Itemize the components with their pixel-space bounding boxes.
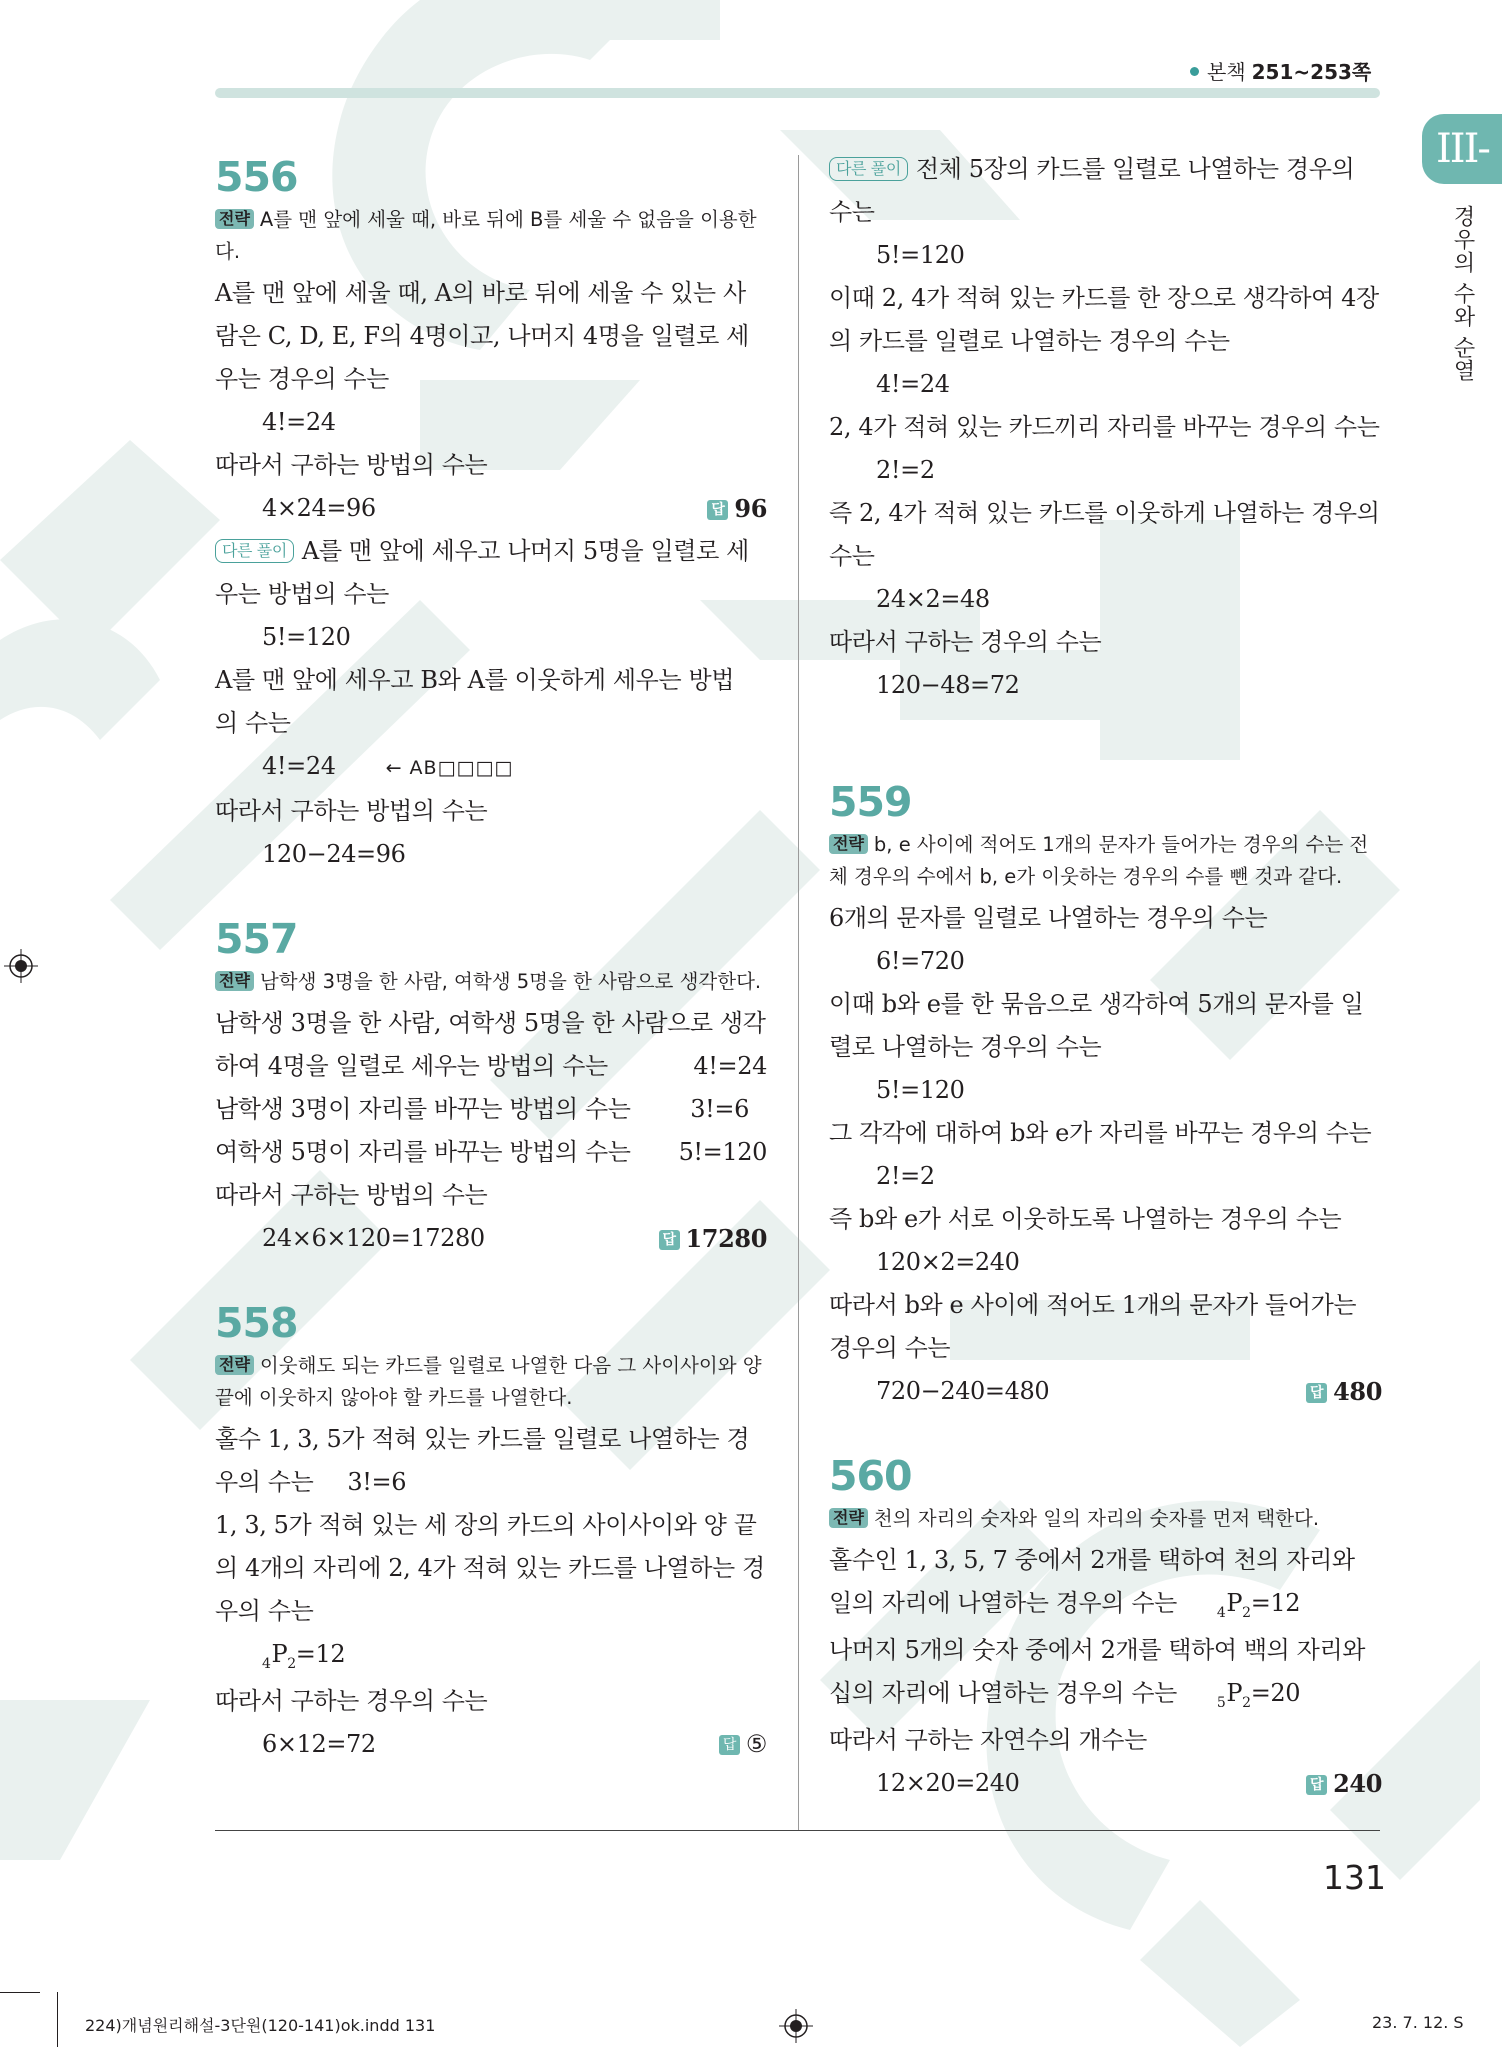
solution-line: 2, 4가 적혀 있는 카드끼리 자리를 바꾸는 경우의 수는 xyxy=(829,413,1380,441)
equation-line: 6!=720 xyxy=(876,947,965,975)
strategy-text: 이웃해도 되는 카드를 일렬로 나열한 다음 그 사이사이와 양 끝에 이웃하지 않아야 할 카드를 나열한다. xyxy=(215,1354,762,1409)
solution-line: 즉 b와 e가 서로 이웃하도록 나열하는 경우의 수는 xyxy=(829,1205,1342,1233)
problem-number: 559 xyxy=(829,778,912,826)
strategy-tag: 전략 xyxy=(215,209,254,229)
solution-line: 6개의 문자를 일렬로 나열하는 경우의 수는 xyxy=(829,904,1268,932)
perm-n: 4 xyxy=(1216,1605,1226,1621)
equation-text: 3!=6 xyxy=(690,1095,749,1123)
solution-line: 의 카드를 일렬로 나열하는 경우의 수는 xyxy=(829,327,1230,355)
header-bar xyxy=(215,88,1380,98)
equation-line: 6×12=72 xyxy=(262,1730,376,1758)
solution-line: 우는 방법의 수는 xyxy=(215,580,389,608)
equation-line: 2!=2 xyxy=(876,1162,935,1190)
perm-expression xyxy=(1216,1679,1301,1711)
problem-556 xyxy=(215,152,767,876)
solution-line: 그 각각에 대하여 b와 e가 자리를 바꾸는 경우의 수는 xyxy=(829,1119,1372,1147)
equation-line: 4!=24 xyxy=(262,408,336,436)
solution-line: 우의 수는 xyxy=(215,1597,314,1625)
equation-line: 5!=120 xyxy=(876,241,965,269)
strategy-note xyxy=(829,829,1382,893)
solution-line: 경우의 수는 xyxy=(829,1334,951,1362)
solution-line: 따라서 구하는 경우의 수는 xyxy=(215,1687,488,1715)
equation-text: 3!=6 xyxy=(347,1468,407,1496)
strategy-text: b, e 사이에 적어도 1개의 문자가 들어가는 경우의 수는 전체 경우의 수에서 b, e가 이웃하는 경우의 수를 뺀 것과 같다. xyxy=(829,833,1369,888)
chapter-tab xyxy=(1422,114,1502,184)
solution-line: 따라서 구하는 방법의 수는 xyxy=(215,1181,488,1209)
strategy-note xyxy=(215,1350,767,1414)
page-number: 131 xyxy=(1323,1858,1386,1897)
equation-line: 4×24=96 xyxy=(262,494,376,522)
solution-line: A를 맨 앞에 세울 때, A의 바로 뒤에 세울 수 있는 사 xyxy=(215,279,746,307)
chapter-numeral: III- xyxy=(1436,126,1489,172)
strategy-text: 남학생 3명을 한 사람, 여학생 5명을 한 사람으로 생각한다. xyxy=(259,970,762,993)
solution-line: 수는 xyxy=(829,198,875,226)
right-column xyxy=(829,148,1382,1805)
equation-line: 24×2=48 xyxy=(876,585,990,613)
perm-result: =20 xyxy=(1250,1679,1301,1707)
answer xyxy=(1306,1370,1382,1413)
perm-r: 2 xyxy=(1242,1605,1251,1621)
reference-label: 본책 xyxy=(1207,60,1246,84)
registration-mark-icon xyxy=(779,2009,813,2043)
problem-557 xyxy=(215,914,767,1260)
alt-solution-tag: 다른 풀이 xyxy=(829,157,908,181)
equation-text: 5!=120 xyxy=(678,1138,767,1166)
equation-line xyxy=(215,1633,767,1680)
perm-symbol: P xyxy=(1226,1589,1243,1617)
registration-mark-icon xyxy=(4,949,38,983)
perm-r: 2 xyxy=(1242,1695,1251,1711)
answer-value: 480 xyxy=(1333,1377,1382,1406)
solution-line: 우는 경우의 수는 xyxy=(215,365,389,393)
equation-line: 120×2=240 xyxy=(876,1248,1020,1276)
line-text: 우의 수는 xyxy=(215,1468,314,1496)
equation-line: 12×20=240 xyxy=(876,1769,1020,1797)
print-date: 23. 7. 12. S xyxy=(1372,2013,1464,2032)
crop-mark xyxy=(0,1992,40,1993)
answer-tag: 답 xyxy=(1306,1383,1327,1403)
problem-number: 558 xyxy=(215,1299,298,1347)
equation-line: 24×6×120=17280 xyxy=(262,1224,485,1252)
solution-line: A를 맨 앞에 세우고 B와 A를 이웃하게 세우는 방법 xyxy=(215,666,735,694)
problem-559 xyxy=(829,777,1382,1413)
perm-symbol: P xyxy=(271,1640,288,1668)
equation-line xyxy=(215,745,767,790)
solution-line: 나머지 5개의 숫자 중에서 2개를 택하여 백의 자리와 xyxy=(829,1636,1366,1664)
equation-with-answer xyxy=(215,1723,767,1766)
solution-line: 렬로 나열하는 경우의 수는 xyxy=(829,1033,1102,1061)
problem-number: 556 xyxy=(215,153,298,201)
reference-pages xyxy=(1190,56,1371,85)
equation-line: 5!=120 xyxy=(876,1076,965,1104)
solution-line: 홀수 1, 3, 5가 적혀 있는 카드를 일렬로 나열하는 경 xyxy=(215,1425,750,1453)
solution-line: 람은 C, D, E, F의 4명이고, 나머지 4명을 일렬로 세 xyxy=(215,322,749,350)
solution-line: 홀수인 1, 3, 5, 7 중에서 2개를 택하여 천의 자리와 xyxy=(829,1546,1355,1574)
solution-line: 즉 2, 4가 적혀 있는 카드를 이웃하게 나열하는 경우의 xyxy=(829,499,1380,527)
solution-line: 1, 3, 5가 적혀 있는 세 장의 카드의 사이사이와 양 끝 xyxy=(215,1511,757,1539)
solution-line: 따라서 구하는 경우의 수는 xyxy=(829,628,1102,656)
equation-line: 5!=120 xyxy=(262,623,351,651)
strategy-tag: 전략 xyxy=(829,1508,868,1528)
answer xyxy=(707,487,767,530)
perm-result: =12 xyxy=(295,1640,346,1668)
perm-symbol: P xyxy=(1226,1679,1243,1707)
answer-value: 17280 xyxy=(685,1224,767,1253)
strategy-note xyxy=(829,1503,1382,1535)
problem-number: 557 xyxy=(215,915,298,963)
alt-solution-line xyxy=(829,148,1382,191)
perm-result: =12 xyxy=(1250,1589,1301,1617)
bullet-dot-icon xyxy=(1190,67,1199,76)
answer-tag: 답 xyxy=(1306,1775,1327,1795)
problem-number: 560 xyxy=(829,1452,912,1500)
equation-line: 2!=2 xyxy=(876,456,935,484)
equation-with-answer xyxy=(829,1370,1382,1413)
line-text: 십의 자리에 나열하는 경우의 수는 xyxy=(829,1679,1177,1707)
strategy-tag: 전략 xyxy=(215,1355,254,1375)
equation-text: 4!=24 xyxy=(693,1052,767,1080)
arrangement-note: ← AB□□□□ xyxy=(385,757,514,779)
strategy-tag: 전략 xyxy=(215,971,254,991)
perm-r: 2 xyxy=(287,1656,296,1672)
line-text: 하여 4명을 일렬로 세우는 방법의 수는 xyxy=(215,1052,608,1080)
problem-558-alt xyxy=(829,148,1382,707)
solution-line: 수는 xyxy=(829,542,875,570)
solution-line xyxy=(215,1088,767,1131)
solution-line: 따라서 b와 e 사이에 적어도 1개의 문자가 들어가는 xyxy=(829,1291,1357,1319)
solution-line: 따라서 구하는 자연수의 개수는 xyxy=(829,1726,1147,1754)
alt-text: 전체 5장의 카드를 일렬로 나열하는 경우의 xyxy=(915,155,1355,183)
solution-line: 따라서 구하는 방법의 수는 xyxy=(215,797,488,825)
answer xyxy=(1306,1762,1382,1805)
reference-page-range: 251~253쪽 xyxy=(1251,60,1372,84)
problem-558 xyxy=(215,1298,767,1766)
solution-line: 따라서 구하는 방법의 수는 xyxy=(215,451,488,479)
answer-value: ⑤ xyxy=(745,1730,767,1758)
crop-mark xyxy=(57,1992,58,2047)
strategy-text: A를 맨 앞에 세울 때, 바로 뒤에 B를 세울 수 없음을 이용한다. xyxy=(215,208,757,263)
footer-rule xyxy=(215,1830,1380,1831)
solution-line: 의 4개의 자리에 2, 4가 적혀 있는 카드를 나열하는 경 xyxy=(215,1554,765,1582)
solution-line: 이때 2, 4가 적혀 있는 카드를 한 장으로 생각하여 4장 xyxy=(829,284,1379,312)
perm-expression xyxy=(1216,1589,1301,1621)
equation-line: 4!=24 xyxy=(876,370,950,398)
strategy-note xyxy=(215,966,767,998)
line-text: 여학생 5명이 자리를 바꾸는 방법의 수는 xyxy=(215,1138,631,1166)
alt-solution-line xyxy=(215,530,767,573)
equation-with-answer xyxy=(215,487,767,530)
answer-value: 96 xyxy=(734,494,767,523)
answer xyxy=(719,1723,767,1766)
equation-line: 120−48=72 xyxy=(876,671,1020,699)
strategy-note xyxy=(215,204,767,268)
print-slug: 224)개념원리해설-3단원(120-141)ok.indd 131 xyxy=(85,2016,436,2035)
solution-line: 이때 b와 e를 한 묶음으로 생각하여 5개의 문자를 일 xyxy=(829,990,1364,1018)
strategy-text: 천의 자리의 숫자와 일의 자리의 숫자를 먼저 택한다. xyxy=(873,1507,1320,1530)
answer-tag: 답 xyxy=(719,1735,740,1755)
equation-line: 720−240=480 xyxy=(876,1377,1050,1405)
solution-line: 의 수는 xyxy=(215,709,291,737)
answer-value: 240 xyxy=(1333,1769,1382,1798)
equation-with-answer xyxy=(829,1762,1382,1805)
answer-tag: 답 xyxy=(659,1230,680,1250)
perm-n: 5 xyxy=(1216,1695,1226,1711)
answer xyxy=(659,1217,768,1260)
equation-line: 120−24=96 xyxy=(262,840,406,868)
solution-line xyxy=(215,1045,767,1088)
alt-solution-tag: 다른 풀이 xyxy=(215,539,294,563)
line-text: 남학생 3명이 자리를 바꾸는 방법의 수는 xyxy=(215,1095,631,1123)
column-divider xyxy=(798,155,799,1830)
equation-with-answer xyxy=(215,1217,767,1260)
answer-tag: 답 xyxy=(707,500,728,520)
solution-line xyxy=(215,1131,767,1174)
line-text: 일의 자리에 나열하는 경우의 수는 xyxy=(829,1589,1177,1617)
perm-n: 4 xyxy=(262,1656,271,1672)
solution-line xyxy=(829,1672,1382,1719)
alt-text: A를 맨 앞에 세우고 나머지 5명을 일렬로 세 xyxy=(301,537,749,565)
strategy-tag: 전략 xyxy=(829,834,868,854)
solution-line xyxy=(829,1582,1382,1629)
left-column xyxy=(215,152,767,1766)
solution-line: 남학생 3명을 한 사람, 여학생 5명을 한 사람으로 생각 xyxy=(215,1009,766,1037)
problem-560 xyxy=(829,1451,1382,1805)
solution-line xyxy=(215,1461,767,1504)
equation-text: 4!=24 xyxy=(262,752,336,780)
chapter-title: 경우의 수와 순열 xyxy=(1450,205,1475,382)
